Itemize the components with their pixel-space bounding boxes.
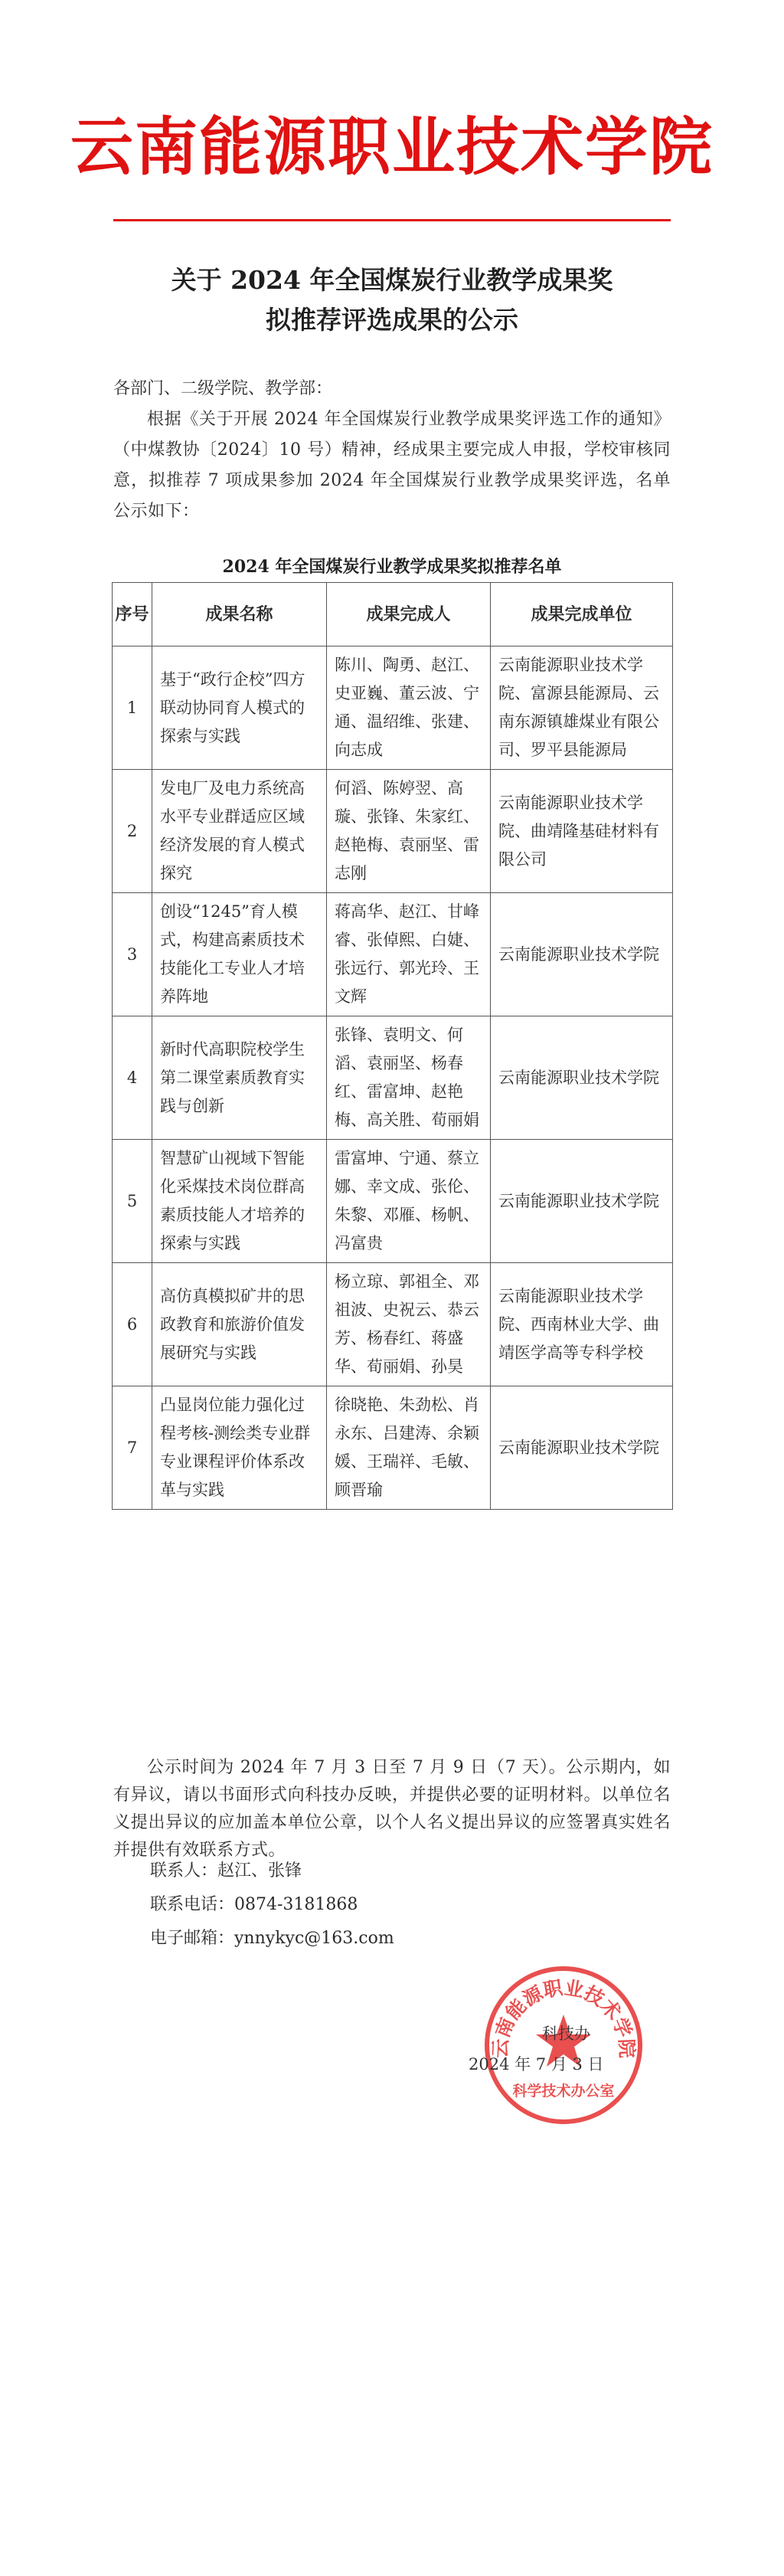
row-people: 杨立琼、郭祖全、邓祖波、史祝云、恭云芳、杨春红、蒋盛华、荀丽娟、孙昊: [327, 1263, 491, 1386]
row-num: 3: [113, 893, 152, 1016]
row-unit: 云南能源职业技术学院: [491, 1016, 673, 1140]
header-unit: 成果完成单位: [491, 583, 673, 646]
row-name: 凸显岗位能力强化过程考核-测绘类专业群专业课程评价体系改革与实践: [152, 1386, 327, 1510]
row-num: 2: [113, 770, 152, 893]
title-line-1: 关于 2024 年全国煤炭行业教学成果奖: [171, 265, 613, 295]
row-name: 新时代高职院校学生第二课堂素质教育实践与创新: [152, 1016, 327, 1140]
table-row: [113, 646, 673, 770]
row-num: 6: [113, 1263, 152, 1386]
signature-date: 2024 年 7 月 3 日: [469, 2055, 604, 2074]
table-row: [113, 1386, 673, 1510]
header-people: 成果完成人: [327, 583, 491, 646]
row-name: 基于“政行企校”四方联动协同育人模式的探索与实践: [152, 646, 327, 770]
masthead: 云南能源职业技术学院: [70, 111, 714, 184]
row-people: 雷富坤、宁通、蔡立娜、幸文成、张伦、朱黎、邓雁、杨帆、冯富贵: [327, 1140, 491, 1263]
row-name: 高仿真模拟矿井的思政教育和旅游价值发展研究与实践: [152, 1263, 327, 1386]
seal-bottom-text: 科学技术办公室: [512, 2083, 615, 2100]
salutation: 各部门、二级学院、教学部：: [113, 379, 333, 398]
table-row: [113, 1263, 673, 1386]
row-name: 智慧矿山视域下智能化采煤技术岗位群高素质技能人才培养的探索与实践: [152, 1140, 327, 1263]
row-unit: 云南能源职业技术学院: [491, 893, 673, 1016]
document-title: [0, 260, 784, 340]
recommendation-table: [112, 582, 673, 1510]
table-row: [113, 1016, 673, 1140]
seal-ring-text: 云南能源职业技术学院: [488, 1976, 639, 2059]
row-people: 张锋、袁明文、何滔、袁丽坚、杨春红、雷富坤、赵艳梅、高关胜、荀丽娟: [327, 1016, 491, 1140]
table-title: 2024 年全国煤炭行业教学成果奖拟推荐名单: [222, 557, 562, 577]
table-row: [113, 770, 673, 893]
table-row: [113, 893, 673, 1016]
red-divider: [113, 219, 671, 221]
notice-paragraph: 公示时间为 2024 年 7 月 3 日至 7 月 9 日（7 天）。公示期内，如有异议，请以书面形式向科技办反映，并提供必要的证明材料。以单位名义提出异议的应加盖本单位公章，以个人名义提出异议的应签署真实姓名并提供有效联系方式。: [113, 1758, 671, 1860]
table-header-row: [113, 583, 673, 646]
row-num: 7: [113, 1386, 152, 1510]
row-people: 何滔、陈婷翌、高璇、张锋、朱家红、赵艳梅、袁丽坚、雷志刚: [327, 770, 491, 893]
row-unit: 云南能源职业技术学院: [491, 1140, 673, 1263]
row-name: 发电厂及电力系统高水平专业群适应区域经济发展的育人模式探究: [152, 770, 327, 893]
row-unit: 云南能源职业技术学院、曲靖隆基硅材料有限公司: [491, 770, 673, 893]
row-unit: 云南能源职业技术学院、富源县能源局、云南东源镇雄煤业有限公司、罗平县能源局: [491, 646, 673, 770]
table-row: [113, 1140, 673, 1263]
row-name: 创设“1245”育人模式，构建高素质技术技能化工专业人才培养阵地: [152, 893, 327, 1016]
contact-person: 联系人：赵江、张锋: [150, 1861, 302, 1880]
intro-paragraph: 根据《关于开展 2024 年全国煤炭行业教学成果奖评选工作的通知》（中煤教协〔2024〕10 号）精神，经成果主要完成人申报，学校审核同意，拟推荐 7 项成果参加 2024 年全国煤炭行业教学成果奖评选，名单公示如下：: [113, 410, 671, 521]
row-people: 蒋高华、赵江、甘峰睿、张倬熙、白婕、张远行、郭光玲、王文辉: [327, 893, 491, 1016]
signature-department: 科技办: [542, 2024, 590, 2043]
header-name: 成果名称: [152, 583, 327, 646]
row-people: 陈川、陶勇、赵江、史亚巍、董云波、宁通、温绍维、张建、向志成: [327, 646, 491, 770]
contact-phone: 联系电话：0874-3181868: [150, 1895, 358, 1914]
row-num: 5: [113, 1140, 152, 1263]
row-num: 4: [113, 1016, 152, 1140]
row-people: 徐晓艳、朱劲松、肖永东、吕建涛、余颖媛、王瑞祥、毛敏、顾晋瑜: [327, 1386, 491, 1510]
row-num: 1: [113, 646, 152, 770]
contact-email: 电子邮箱：ynnykyc@163.com: [150, 1929, 394, 1948]
official-seal-icon: [481, 1962, 646, 2128]
row-unit: 云南能源职业技术学院: [491, 1386, 673, 1510]
row-unit: 云南能源职业技术学院、西南林业大学、曲靖医学高等专科学校: [491, 1263, 673, 1386]
header-num: 序号: [113, 583, 152, 646]
title-line-2: 拟推荐评选成果的公示: [266, 305, 518, 335]
